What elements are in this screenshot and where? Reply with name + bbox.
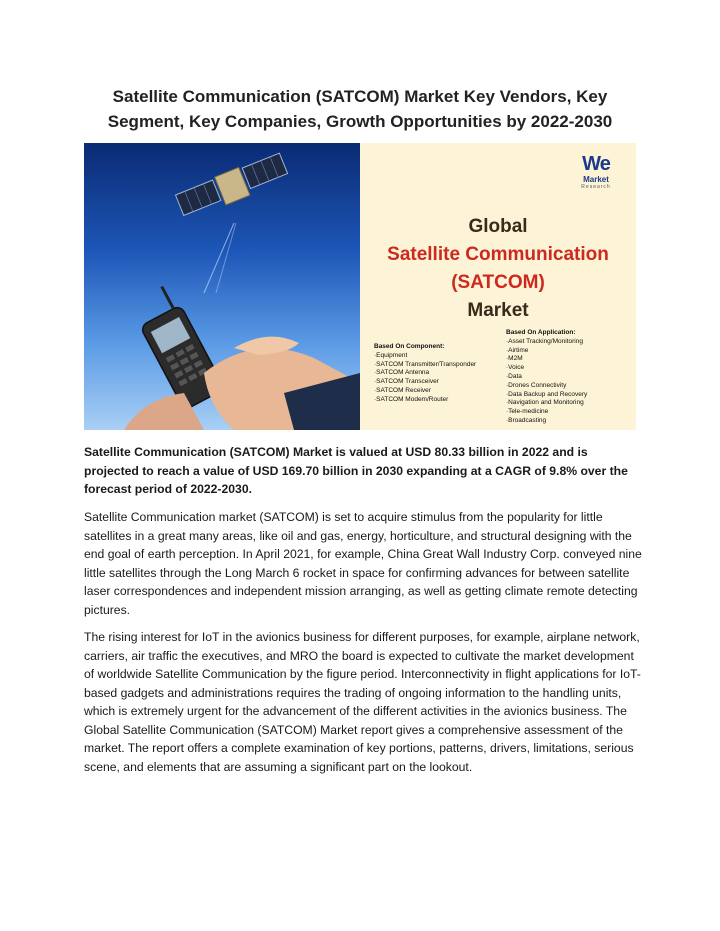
satellite-phone-photo	[84, 143, 360, 430]
we-market-research-logo	[574, 153, 618, 191]
banner-headline	[360, 213, 636, 325]
application-item: · Drones Connectivity	[506, 382, 634, 391]
application-list	[506, 329, 634, 426]
logo-mark: We	[582, 153, 610, 175]
body-paragraph-2: The rising interest for IoT in the avionics business for different purposes, for example, airplane network, carriers, air traffic the executives, and MRO the board is expected to cultivate the market development of worldwide Satellite Communication by the figure period. Interconnectivity in flight applications for IoT-based gadgets and administrations requires the trading of ongoing information to the handling units, which is extremely urgent for the advancement of the different activities in the avionics business. The Global Satellite Communication (SATCOM) Market report gives a comprehensive assessment of the market. The report offers a complete examination of key portions, patterns, drivers, limitations, serious scene, and elements that are assuming a significant part on the lookout.	[84, 630, 641, 774]
logo-word: Market	[583, 175, 609, 184]
body-paragraph-1: Satellite Communication market (SATCOM) is set to acquire stimulus from the popularity for little satellites in a great many areas, like oil and gas, energy, horticulture, and structural designing with the end goal of earth perception. In April 2021, for example, China Great Wall Industry Corp. conveyed nine little satellites through the Long March 6 rocket in space for confirming advances for between satellite laser correspondences and independent mission arranging, as well as getting climate remote detecting pictures.	[84, 510, 642, 617]
application-item: · Voice	[506, 364, 634, 373]
market-info-panel	[360, 143, 636, 430]
application-item: · Data Backup and Recovery	[506, 391, 634, 400]
satellite-illustration	[84, 143, 360, 430]
headline-line-1: Global	[468, 216, 528, 237]
application-item: · Asset Tracking/Monitoring	[506, 338, 634, 347]
application-item: · Data	[506, 373, 634, 382]
component-item: · SATCOM Transmitter/Transponder	[374, 361, 504, 370]
component-item: · SATCOM Receiver	[374, 387, 504, 396]
application-item: · M2M	[506, 355, 634, 364]
application-item: · Airtime	[506, 347, 634, 356]
component-item: · SATCOM Transceiver	[374, 378, 504, 387]
market-banner	[84, 143, 636, 430]
title-line-1: Satellite Communication (SATCOM) Market Key Vendors, Key	[112, 87, 608, 106]
application-item: · Broadcasting	[506, 417, 634, 426]
component-item: · SATCOM Modem/Router	[374, 396, 504, 405]
headline-line-2: Satellite Communication	[387, 244, 609, 265]
component-list	[374, 343, 504, 405]
logo-subtext: Research	[581, 184, 611, 190]
component-item: · Equipment	[374, 352, 504, 361]
application-item: · Tele-medicine	[506, 408, 634, 417]
lead-summary: Satellite Communication (SATCOM) Market is valued at USD 80.33 billion in 2022 and is projected to reach a value of USD 169.70 billion in 2030 expanding at a CAGR of 9.8% over the forecast period of 2022-2030.	[84, 445, 628, 496]
title-line-2: Segment, Key Companies, Growth Opportunities by 2022-2030	[107, 112, 613, 131]
application-item: · Navigation and Monitoring	[506, 399, 634, 408]
component-item: · SATCOM Antenna	[374, 369, 504, 378]
application-heading: Based On Application:	[506, 329, 576, 336]
component-heading: Based On Component:	[374, 343, 445, 350]
page-title	[84, 84, 636, 134]
headline-line-3: (SATCOM)	[451, 272, 545, 293]
headline-line-4: Market	[467, 300, 529, 321]
